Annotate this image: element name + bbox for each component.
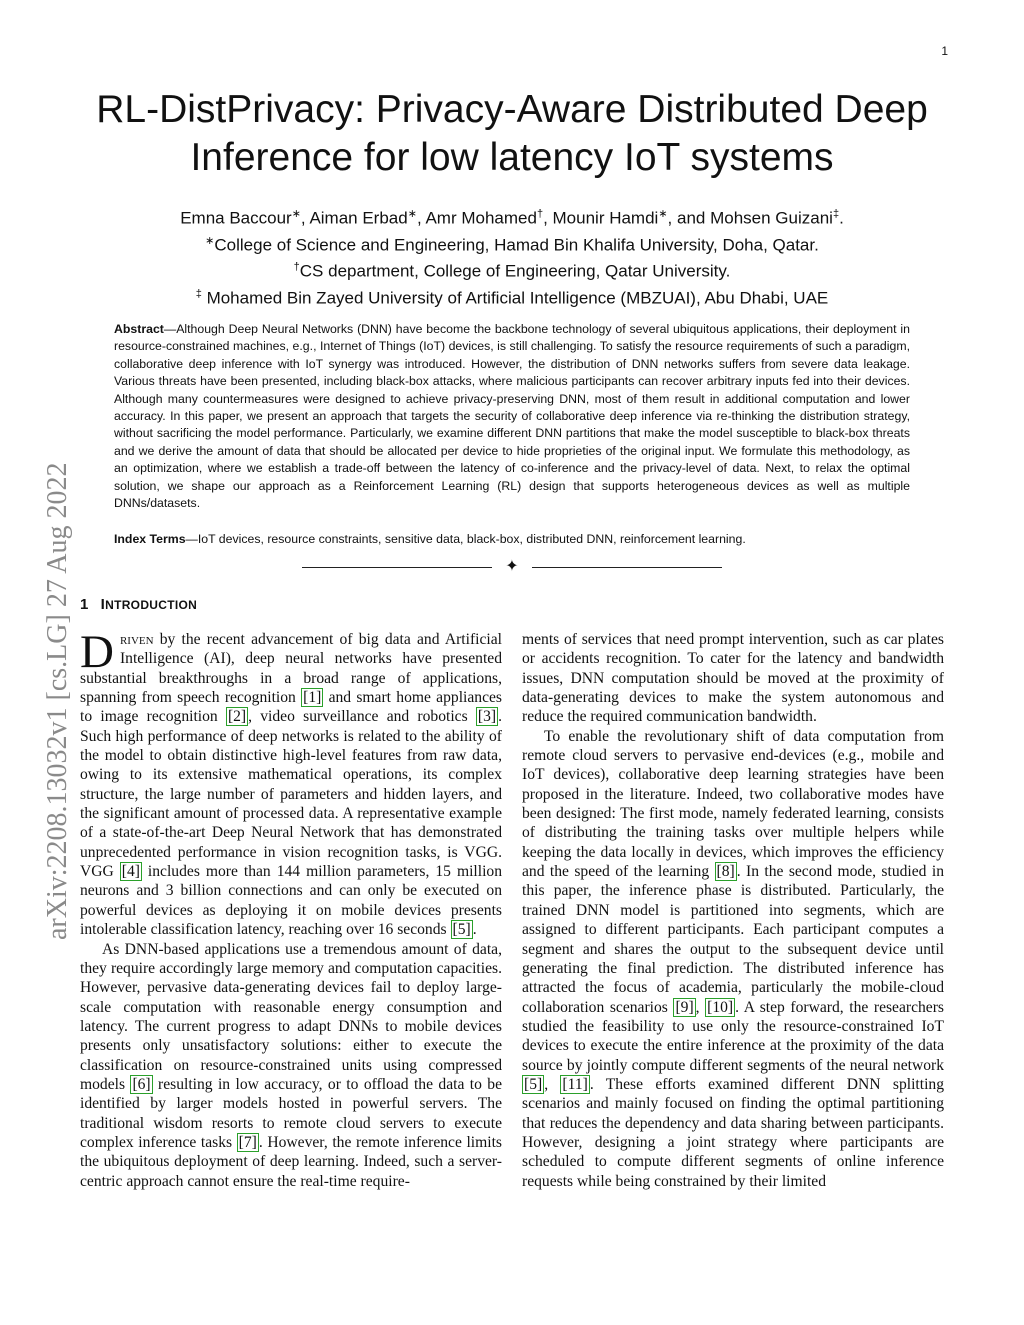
right-column bbox=[522, 630, 944, 1260]
paragraph bbox=[80, 630, 502, 940]
text-run: by the recent advancement of big data and Artificial Intelligence (AI), deep neural networks have presented substantial breakthroughs in a broad range of applications, spanning from speech recognition bbox=[80, 631, 502, 707]
paper-title bbox=[80, 86, 944, 182]
drop-cap: D bbox=[80, 630, 114, 678]
section-number: 1 bbox=[80, 596, 89, 613]
text-run: . A step forward, the researchers studied the feasibility to use only the resource-constrained IoT devices to execute the entire inference at the proximity of the data source by jointly compute different segments of the neural network bbox=[522, 998, 944, 1074]
index-terms-label: Index Terms bbox=[114, 532, 186, 546]
affiliation-1 bbox=[80, 230, 944, 257]
index-terms bbox=[114, 531, 910, 548]
text-run: As DNN-based applications use a tremendous amount of data, they require accordingly large memory and computation capacities. However, pervasive data-generating devices fail to deploy large-scale computation with reasonable energy consumption and latency. The current progress to adapt DNNs to mobile devices presents only unsatisfactory solutions: either to execute the classification on resource-constrained units using compressed models bbox=[80, 940, 502, 1093]
citation-link[interactable]: [2] bbox=[227, 708, 247, 726]
citation-link[interactable]: [5] bbox=[524, 1075, 543, 1093]
section-heading bbox=[80, 596, 480, 613]
index-terms-dash: — bbox=[185, 532, 198, 546]
author-list bbox=[80, 203, 944, 230]
citation-link[interactable]: [8] bbox=[716, 863, 735, 881]
author-block bbox=[80, 203, 944, 310]
separator: , and bbox=[667, 208, 711, 228]
abstract-label: Abstract bbox=[114, 322, 164, 336]
affiliation-text: Mohamed Bin Zayed University of Artificial Intelligence (MBZUAI), Abu Dhabi, UAE bbox=[201, 288, 829, 308]
citation-link[interactable]: [6] bbox=[132, 1075, 151, 1093]
affiliation-mark: ∗ bbox=[291, 208, 301, 220]
text-run: , bbox=[544, 1075, 561, 1093]
citation-link[interactable]: [7] bbox=[238, 1133, 257, 1151]
abstract-dash: — bbox=[163, 322, 177, 336]
section-title-rest: NTRODUCTION bbox=[105, 598, 198, 612]
affiliation-mark: † bbox=[293, 261, 300, 274]
index-terms-text: IoT devices, resource constraints, sensitive data, black-box, distributed DNN, reinforcement learning. bbox=[197, 532, 746, 546]
arxiv-identifier: arXiv:2208.13032v1 [cs.LG] 27 Aug 2022 bbox=[42, 462, 73, 940]
title-line-1: RL-DistPrivacy: Privacy-Aware Distributed Deep bbox=[96, 88, 928, 131]
affiliation-mark: ‡ bbox=[195, 287, 202, 300]
separator: . bbox=[839, 208, 844, 228]
separator-rule-right bbox=[532, 567, 722, 568]
affiliation-mark: ‡ bbox=[832, 208, 840, 220]
author-name: Mohsen Guizani bbox=[710, 208, 833, 228]
separator-star-icon: ✦ bbox=[505, 558, 519, 575]
text-run: . These efforts examined different DNN splitting scenarios and mainly focused on finding the optimal partitioning that reduces the dependency and data sharing between participants. However, designing a joint strategy where participants are scheduled to compute different segments of online inference requests while being constrained by their limited bbox=[522, 1075, 944, 1190]
affiliation-mark: ∗ bbox=[205, 234, 215, 247]
separator: , bbox=[300, 208, 310, 228]
abstract bbox=[114, 321, 910, 512]
arxiv-side-stamp bbox=[28, 350, 88, 940]
text-run: . However, the remote inference limits the ubiquitous deployment of deep learning. Indeed, such a server-centric approach cannot ensure the real-time require- bbox=[80, 1133, 502, 1190]
separator-rule-left bbox=[302, 567, 492, 568]
text-run: , video surveillance and robotics bbox=[248, 708, 476, 726]
author-name: Emna Baccour bbox=[180, 208, 292, 228]
citation-link[interactable]: [5] bbox=[452, 921, 471, 939]
page-number: 1 bbox=[941, 44, 948, 58]
text-run: To enable the revolutionary shift of data computation from remote cloud servers to pervasive end-devices (e.g., mobile and IoT devices), collaborative deep learning strategies have been proposed in the literature. Indeed, two collaborative modes have been designed: The first mode, namely federated learning, consists of distributing the training tasks over multiple helpers while keeping the data locally in devices, which improves the efficiency and the speed of the learning bbox=[522, 727, 944, 881]
separator: , bbox=[543, 208, 553, 228]
separator: , bbox=[416, 208, 426, 228]
text-run: resulting in low accuracy, or to offload the data to be identified by larger models hosted in powerful servers. The traditional wisdom resorts to remote cloud servers to execute complex inference tasks bbox=[80, 1075, 502, 1151]
text-run: . bbox=[472, 921, 477, 939]
citation-link[interactable]: [4] bbox=[121, 863, 140, 881]
affiliation-mark: ∗ bbox=[658, 208, 668, 220]
text-run: and smart home appliances to image recognition bbox=[80, 689, 502, 726]
citation-link[interactable]: [9] bbox=[675, 998, 694, 1016]
author-name: Aiman Erbad bbox=[309, 208, 408, 228]
citation-link[interactable]: [3] bbox=[477, 708, 497, 726]
small-caps-lead: riven bbox=[119, 631, 154, 648]
text-run: . Such high performance of deep networks is related to the ability of the model to obtain distinctive high-level features from raw data, owing to its extensive mathematical operations, its complex structure, the large number of parameters and hidden layers, and the significant amount of processed data. A representative example of a state-of-the-art Deep Neural Network that has demonstrated unprecedented performance in vision recognition tasks, is VGG. VGG bbox=[80, 708, 502, 881]
paragraph bbox=[522, 727, 944, 1191]
author-name: Amr Mohamed bbox=[425, 208, 537, 228]
citation-link[interactable]: [10] bbox=[707, 998, 734, 1016]
citation-link[interactable]: [11] bbox=[562, 1075, 588, 1093]
text-run: , bbox=[695, 998, 706, 1016]
affiliation-text: College of Science and Engineering, Hamad Bin Khalifa University, Doha, Qatar. bbox=[214, 235, 819, 255]
title-line-2: Inference for low latency IoT systems bbox=[190, 136, 834, 179]
text-run: . In the second mode, studied in this paper, the inference phase is distributed. Particularly, the trained DNN model is partitioned into segments, which are assigned to different participants. Each participant computes a segment and shares the output to the subsequent device until generating the final prediction. The distributed inference has attracted the focus of academia, particularly the mobile-cloud collaboration scenarios bbox=[522, 863, 944, 1016]
affiliation-mark: ∗ bbox=[407, 208, 417, 220]
citation-link[interactable]: [1] bbox=[303, 689, 322, 707]
affiliation-mark: † bbox=[536, 208, 544, 220]
paragraph bbox=[80, 940, 502, 1191]
affiliation-3 bbox=[80, 283, 944, 310]
affiliation-2 bbox=[80, 256, 944, 283]
section-title-initial: I bbox=[100, 596, 106, 613]
paragraph: ments of services that need prompt intervention, such as car plates or accidents recognition. To cater for the latency and bandwidth issues, DNN computation should be moved at the proximity of data-generating devices to make the system autonomous and reduce the required communication bandwidth. bbox=[522, 631, 944, 726]
abstract-text: Although Deep Neural Networks (DNN) have become the backbone technology of several ubiquitous applications, their deployment in resource-constrained machines, e.g., Internet of Things (IoT) devices, is still challenging. To satisfy the resource requirements of such a paradigm, collaborative deep inference with IoT synergy was introduced. However, the distribution of DNN networks suffers from severe data leakage. Various threats have been presented, including black-box attacks, where malicious participants can recover arbitrary inputs fed into their devices. Although many countermeasures were designed to achieve privacy-preserving DNN, most of them result in additional computation and lower accuracy. In this paper, we present an approach that targets the security of collaborative deep inference via re-thinking the distribution strategy, without sacrificing the model performance. Particularly, we examine different DNN partitions that make the model susceptible to black-box threats and we derive the amount of data that should be allocated per device to hide proprieties of the original input. We formulate this methodology, as an optimization, where we establish a trade-off between the latency of co-inference and the privacy-level of data. Next, to relax the optimal solution, we shape our approach as a Reinforcement Learning (RL) design that supports heterogeneous devices as well as multiple DNNs/datasets. bbox=[114, 322, 910, 511]
left-column bbox=[80, 630, 502, 1260]
section-separator bbox=[302, 558, 722, 576]
text-run: includes more than 144 million parameters, 15 million neurons and 3 billion connections and can only be executed on powerful devices as deploying it on mobile devices presents intolerable classification latency, reaching over 16 seconds bbox=[80, 863, 502, 939]
author-name: Mounir Hamdi bbox=[552, 208, 659, 228]
affiliation-text: CS department, College of Engineering, Qatar University. bbox=[299, 261, 731, 281]
